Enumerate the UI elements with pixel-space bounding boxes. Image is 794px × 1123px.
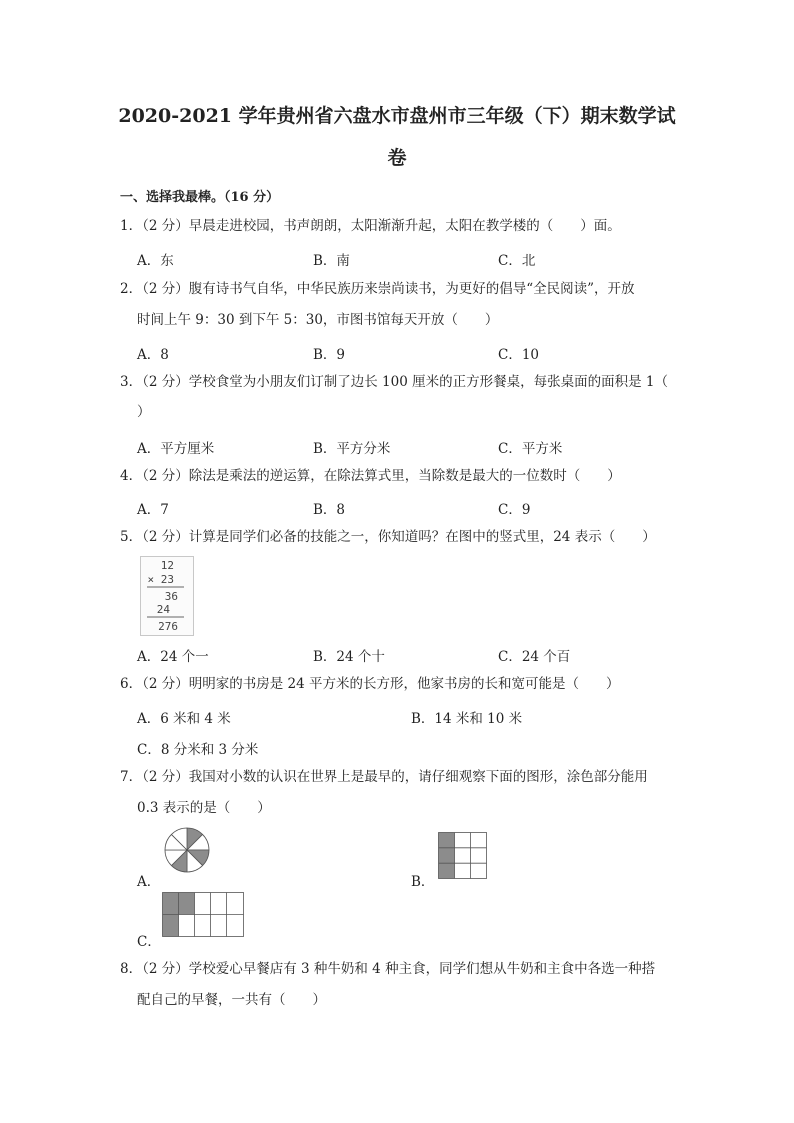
q4-option-a[interactable]: A．7	[137, 502, 169, 518]
calc-multiplicand: 12	[160, 559, 174, 572]
q7-rectangle-figure	[162, 892, 245, 938]
question-text: （2 分）明明家的书房是 24 平方米的长方形，他家书房的长和宽可能是（ ）	[142, 676, 620, 692]
question-5	[120, 522, 680, 553]
q3-option-b[interactable]: B．平方分米	[313, 441, 391, 457]
question-number: 5．	[120, 529, 143, 545]
q6-option-a[interactable]: A．6 米和 4 米	[137, 711, 231, 727]
question-number: 1．	[120, 218, 143, 234]
q1-option-c[interactable]: C．北	[498, 253, 536, 269]
q4-option-c[interactable]: C．9	[498, 502, 531, 518]
question-number: 3．	[120, 374, 143, 390]
q5-option-c[interactable]: C．24 个百	[498, 649, 571, 665]
q6-option-c[interactable]: C．8 分米和 3 分米	[137, 742, 259, 758]
calc-partial-2: 24	[156, 603, 170, 616]
question-text-line1: （2 分）学校食堂为小朋友们订制了边长 100 厘米的正方形餐桌，每张桌面的面积是 1（	[142, 374, 668, 390]
q3-option-a[interactable]: A．平方厘米	[137, 441, 215, 457]
question-3	[120, 367, 680, 398]
q7-option-a[interactable]: A．	[137, 874, 161, 890]
section-heading: 一、选择我最棒。（16 分）	[120, 190, 280, 205]
question-text-line1: （2 分）学校爱心早餐店有 3 种牛奶和 4 种主食，同学们想从牛奶和主食中各选一种搭	[142, 961, 656, 977]
q4-option-b[interactable]: B．8	[313, 502, 346, 518]
question-number: 6．	[120, 676, 143, 692]
question-number: 4．	[120, 468, 143, 484]
calc-partial-1: 36	[164, 590, 178, 603]
calc-multiplier: × 23	[147, 573, 174, 586]
question-7	[120, 762, 680, 793]
question-text-line1: （2 分）我国对小数的认识在世界上是最早的，请仔细观察下面的图形，涂色部分能用	[142, 769, 648, 785]
q2-option-a[interactable]: A．8	[137, 347, 169, 363]
vertical-calculation-figure	[140, 556, 194, 636]
q1-option-a[interactable]: A．东	[137, 253, 174, 269]
question-number: 8．	[120, 961, 143, 977]
q7-option-b[interactable]: B．	[411, 874, 435, 890]
q2-option-c[interactable]: C．10	[498, 347, 540, 363]
question-4	[120, 461, 680, 492]
exam-title-line2: 卷	[387, 147, 407, 169]
q7-grid-figure	[438, 832, 488, 879]
q7-option-c[interactable]: C．	[137, 934, 161, 950]
question-number: 2．	[120, 281, 143, 297]
question-1	[120, 211, 680, 242]
question-2	[120, 274, 680, 305]
question-2-cont: 时间上午 9：30 到下午 5：30，市图书馆每天开放（ ）	[137, 312, 499, 328]
q7-circle-figure	[163, 826, 211, 874]
question-7-cont: 0.3 表示的是（ ）	[137, 800, 271, 816]
q6-option-b[interactable]: B．14 米和 10 米	[411, 711, 523, 727]
question-3-cont: ）	[137, 404, 151, 420]
question-text-line1: （2 分）腹有诗书气自华，中华民族历来崇尚读书，为更好的倡导“全民阅读”，开放	[142, 281, 635, 297]
exam-title-line1: 2020-2021 学年贵州省六盘水市盘州市三年级（下）期末数学试	[118, 105, 676, 127]
question-number: 7．	[120, 769, 143, 785]
question-text: （2 分）计算是同学们必备的技能之一，你知道吗？在图中的竖式里，24 表示（ ）	[142, 529, 656, 545]
q3-option-c[interactable]: C．平方米	[498, 441, 563, 457]
question-text: （2 分）早晨走进校园，书声朗朗，太阳渐渐升起，太阳在教学楼的（ ）面。	[142, 218, 621, 234]
q2-option-b[interactable]: B．9	[313, 347, 346, 363]
question-6	[120, 669, 680, 700]
q1-option-b[interactable]: B．南	[313, 253, 350, 269]
q5-option-b[interactable]: B．24 个十	[313, 649, 385, 665]
question-8	[120, 954, 680, 985]
q5-option-a[interactable]: A．24 个一	[137, 649, 209, 665]
calc-product: 276	[158, 620, 178, 633]
question-text: （2 分）除法是乘法的逆运算，在除法算式里，当除数是最大的一位数时（ ）	[142, 468, 621, 484]
question-8-cont: 配自己的早餐，一共有（ ）	[137, 992, 326, 1008]
